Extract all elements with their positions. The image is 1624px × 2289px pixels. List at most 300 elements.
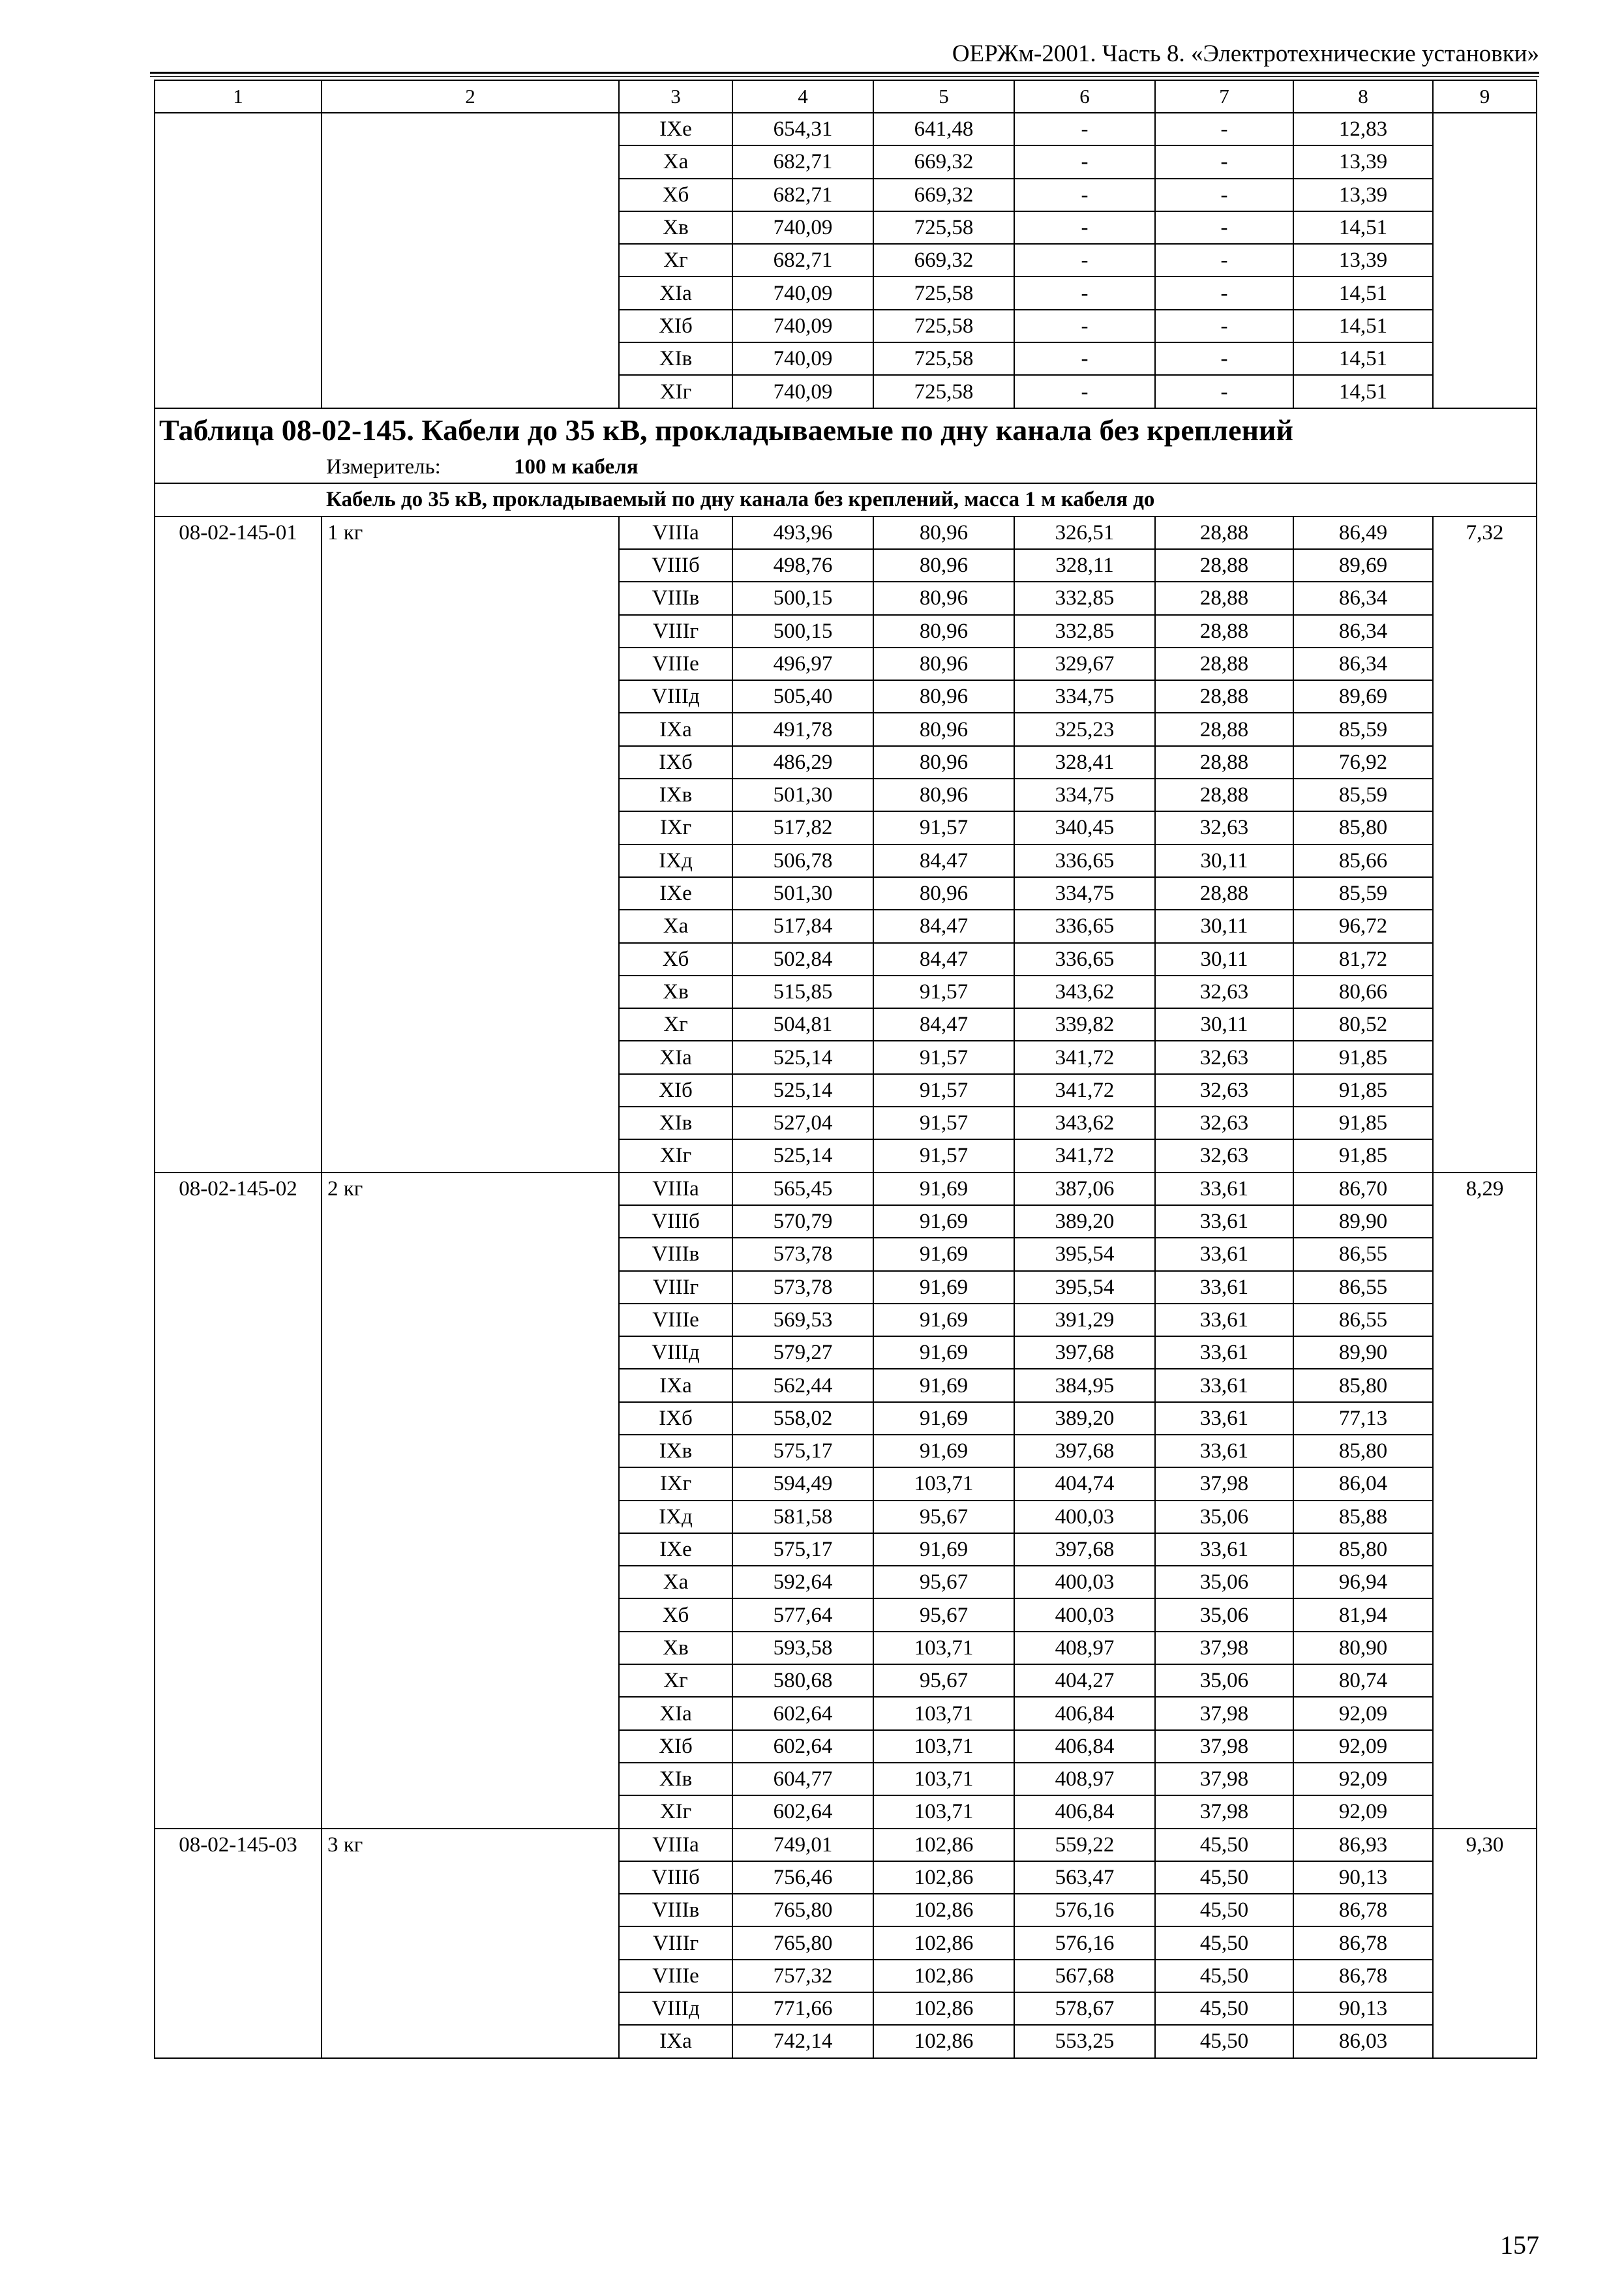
zone-cell: IXа [619,1369,732,1401]
value-cell: 527,04 [732,1107,873,1139]
table-title-row [155,408,1537,452]
value-cell: 740,09 [732,342,873,375]
value-cell: 32,63 [1155,1074,1293,1107]
value-cell: 725,58 [873,310,1014,342]
value-cell: 740,09 [732,211,873,244]
value-cell: 757,32 [732,1960,873,1992]
value-cell: 602,64 [732,1697,873,1729]
zone-cell: IXв [619,1435,732,1467]
zone-cell: XIб [619,1074,732,1107]
value-cell: 96,94 [1293,1566,1433,1598]
value-cell: 13,39 [1293,179,1433,211]
value-cell: 85,80 [1293,811,1433,844]
value-cell: 91,69 [873,1336,1014,1369]
value-cell: 37,98 [1155,1763,1293,1795]
value-cell: 80,96 [873,549,1014,582]
zone-cell: VIIIв [619,1238,732,1270]
col9-cell: 9,30 [1433,1829,1537,2058]
value-cell: 725,58 [873,342,1014,375]
value-cell: 86,03 [1293,2025,1433,2057]
value-cell: 32,63 [1155,811,1293,844]
page-header: ОЕРЖм-2001. Часть 8. «Электротехнические установки» [952,40,1539,67]
table-row [155,113,1537,145]
value-cell: 91,57 [873,976,1014,1008]
zone-cell: VIIIд [619,680,732,713]
value-cell: 86,78 [1293,1926,1433,1959]
value-cell: 602,64 [732,1795,873,1828]
value-cell: 576,16 [1014,1894,1155,1926]
value-cell: 749,01 [732,1829,873,1861]
code-cell: 08-02-145-01 [155,516,322,1173]
value-cell: 669,32 [873,145,1014,178]
value-cell: 341,72 [1014,1041,1155,1073]
value-cell: 553,25 [1014,2025,1155,2057]
zone-cell: VIIIб [619,1861,732,1894]
value-cell: 332,85 [1014,582,1155,614]
value-cell: 102,86 [873,1861,1014,1894]
value-cell: 500,15 [732,582,873,614]
value-cell: 103,71 [873,1467,1014,1500]
value-cell: 91,57 [873,811,1014,844]
zone-cell: VIIIб [619,549,732,582]
value-cell: 85,88 [1293,1501,1433,1533]
value-cell: 14,51 [1293,277,1433,309]
value-cell: 28,88 [1155,648,1293,680]
zone-cell: IXб [619,746,732,779]
value-cell: 334,75 [1014,877,1155,910]
value-cell: 336,65 [1014,910,1155,942]
value-cell: 85,59 [1293,713,1433,745]
value-cell: 593,58 [732,1632,873,1664]
table-title: Таблица 08-02-145. Кабели до 35 кВ, прокладываемые по дну канала без креплений [155,408,1537,452]
zone-cell: XIв [619,342,732,375]
value-cell: 95,67 [873,1501,1014,1533]
zone-cell: Xа [619,910,732,942]
value-cell: 14,51 [1293,342,1433,375]
value-cell: 35,06 [1155,1501,1293,1533]
value-cell: 575,17 [732,1435,873,1467]
col9-cell-empty [1433,113,1537,408]
value-cell: - [1014,179,1155,211]
value-cell: 742,14 [732,2025,873,2057]
value-cell: 32,63 [1155,1139,1293,1172]
zone-cell: IXа [619,2025,732,2057]
col9-cell: 8,29 [1433,1173,1537,1829]
value-cell: 400,03 [1014,1501,1155,1533]
value-cell: 32,63 [1155,1041,1293,1073]
value-cell: 80,74 [1293,1664,1433,1697]
value-cell: 45,50 [1155,1960,1293,1992]
value-cell: 602,64 [732,1730,873,1763]
zone-cell: Xв [619,976,732,1008]
zone-cell: VIIIв [619,582,732,614]
value-cell: 80,96 [873,516,1014,549]
value-cell: 92,09 [1293,1795,1433,1828]
value-cell: 517,82 [732,811,873,844]
value-cell: - [1155,310,1293,342]
header-rule-thin [150,76,1539,77]
value-cell: 89,69 [1293,549,1433,582]
value-cell: 35,06 [1155,1566,1293,1598]
zone-cell: Xв [619,1632,732,1664]
value-cell: 669,32 [873,179,1014,211]
value-cell: 506,78 [732,845,873,877]
zone-cell: XIг [619,1795,732,1828]
value-cell: 496,97 [732,648,873,680]
zone-cell: VIIIд [619,1336,732,1369]
zone-cell: VIIIе [619,1304,732,1336]
value-cell: - [1155,113,1293,145]
zone-cell: Xв [619,211,732,244]
zone-cell: XIг [619,1139,732,1172]
value-cell: 28,88 [1155,713,1293,745]
value-cell: 86,55 [1293,1238,1433,1270]
value-cell: 577,64 [732,1598,873,1631]
rates-table [154,80,1537,2059]
column-number: 9 [1433,80,1537,113]
value-cell: 30,11 [1155,1008,1293,1041]
value-cell: - [1014,244,1155,277]
value-cell: 32,63 [1155,976,1293,1008]
value-cell: 91,85 [1293,1139,1433,1172]
zone-cell: Xг [619,1664,732,1697]
value-cell: 80,96 [873,582,1014,614]
value-cell: - [1014,342,1155,375]
value-cell: 765,80 [732,1894,873,1926]
zone-cell: IXе [619,1533,732,1566]
value-cell: 81,94 [1293,1598,1433,1631]
value-cell: 91,69 [873,1369,1014,1401]
value-cell: 28,88 [1155,680,1293,713]
zone-cell: IXд [619,1501,732,1533]
value-cell: 95,67 [873,1598,1014,1631]
value-cell: 404,74 [1014,1467,1155,1500]
value-cell: 28,88 [1155,582,1293,614]
value-cell: 103,71 [873,1795,1014,1828]
value-cell: 86,34 [1293,582,1433,614]
value-cell: 740,09 [732,310,873,342]
value-cell: 86,49 [1293,516,1433,549]
value-cell: 573,78 [732,1238,873,1270]
zone-cell: XIа [619,1041,732,1073]
value-cell: 14,51 [1293,211,1433,244]
zone-cell: Xб [619,1598,732,1631]
value-cell: 565,45 [732,1173,873,1205]
value-cell: 37,98 [1155,1467,1293,1500]
value-cell: 85,59 [1293,877,1433,910]
value-cell: 90,13 [1293,1992,1433,2025]
value-cell: 756,46 [732,1861,873,1894]
value-cell: 406,84 [1014,1730,1155,1763]
value-cell: 559,22 [1014,1829,1155,1861]
value-cell: 91,69 [873,1435,1014,1467]
value-cell: 76,92 [1293,746,1433,779]
value-cell: 575,17 [732,1533,873,1566]
column-number: 1 [155,80,322,113]
zone-cell: XIб [619,1730,732,1763]
value-cell: 740,09 [732,375,873,408]
value-cell: 12,83 [1293,113,1433,145]
value-cell: 81,72 [1293,943,1433,976]
zone-cell: IXб [619,1402,732,1435]
value-cell: 37,98 [1155,1632,1293,1664]
value-cell: 336,65 [1014,845,1155,877]
value-cell: 570,79 [732,1205,873,1238]
zone-cell: VIIIб [619,1205,732,1238]
value-cell: 14,51 [1293,310,1433,342]
value-cell: 28,88 [1155,779,1293,811]
value-cell: - [1014,145,1155,178]
value-cell: - [1014,277,1155,309]
value-cell: 525,14 [732,1041,873,1073]
value-cell: 491,78 [732,713,873,745]
table-row [155,1829,1537,1861]
value-cell: 96,72 [1293,910,1433,942]
zone-cell: VIIIа [619,1829,732,1861]
zone-cell: IXе [619,113,732,145]
value-cell: 328,11 [1014,549,1155,582]
zone-cell: IXг [619,1467,732,1500]
value-cell: 28,88 [1155,516,1293,549]
header-rule [150,72,1539,74]
value-cell: 592,64 [732,1566,873,1598]
value-cell: 500,15 [732,615,873,648]
value-cell: 334,75 [1014,680,1155,713]
column-number: 7 [1155,80,1293,113]
value-cell: 505,40 [732,680,873,713]
value-cell: 13,39 [1293,244,1433,277]
value-cell: 580,68 [732,1664,873,1697]
value-cell: 397,68 [1014,1435,1155,1467]
column-number: 4 [732,80,873,113]
value-cell: 95,67 [873,1566,1014,1598]
value-cell: - [1155,179,1293,211]
value-cell: 45,50 [1155,1992,1293,2025]
value-cell: 641,48 [873,113,1014,145]
zone-cell: IXг [619,811,732,844]
value-cell: 103,71 [873,1763,1014,1795]
value-cell: 400,03 [1014,1598,1155,1631]
value-cell: 37,98 [1155,1730,1293,1763]
value-cell: 37,98 [1155,1795,1293,1828]
zone-cell: XIб [619,310,732,342]
value-cell: 80,96 [873,615,1014,648]
name-cell: 2 кг [322,1173,619,1829]
value-cell: 33,61 [1155,1271,1293,1304]
value-cell: 86,78 [1293,1894,1433,1926]
value-cell: 725,58 [873,211,1014,244]
column-number: 2 [322,80,619,113]
value-cell: 91,69 [873,1238,1014,1270]
value-cell: 80,96 [873,713,1014,745]
code-cell: 08-02-145-02 [155,1173,322,1829]
value-cell: - [1155,277,1293,309]
value-cell: 28,88 [1155,615,1293,648]
value-cell: 86,55 [1293,1271,1433,1304]
value-cell: - [1155,145,1293,178]
column-number: 3 [619,80,732,113]
value-cell: 86,78 [1293,1960,1433,1992]
value-cell: - [1014,113,1155,145]
value-cell: 86,93 [1293,1829,1433,1861]
value-cell: 341,72 [1014,1074,1155,1107]
value-cell: 654,31 [732,113,873,145]
value-cell: 89,90 [1293,1205,1433,1238]
value-cell: 28,88 [1155,549,1293,582]
value-cell: 408,97 [1014,1632,1155,1664]
value-cell: 397,68 [1014,1533,1155,1566]
value-cell: 682,71 [732,145,873,178]
value-cell: 91,57 [873,1074,1014,1107]
value-cell: 558,02 [732,1402,873,1435]
value-cell: 395,54 [1014,1238,1155,1270]
value-cell: 45,50 [1155,1894,1293,1926]
value-cell: 80,96 [873,680,1014,713]
value-cell: 89,69 [1293,680,1433,713]
zone-cell: Xг [619,244,732,277]
zone-cell: Xб [619,179,732,211]
zone-cell: IXа [619,713,732,745]
value-cell: 406,84 [1014,1795,1155,1828]
value-cell: 502,84 [732,943,873,976]
value-cell: 501,30 [732,877,873,910]
value-cell: 84,47 [873,845,1014,877]
column-number: 5 [873,80,1014,113]
value-cell: 91,85 [1293,1041,1433,1073]
value-cell: 86,70 [1293,1173,1433,1205]
value-cell: 567,68 [1014,1960,1155,1992]
value-cell: 400,03 [1014,1566,1155,1598]
table-row [155,1173,1537,1205]
code-cell-empty [155,113,322,408]
value-cell: 771,66 [732,1992,873,2025]
value-cell: 85,80 [1293,1369,1433,1401]
value-cell: 84,47 [873,943,1014,976]
name-cell-empty [322,113,619,408]
zone-cell: VIIIа [619,516,732,549]
value-cell: 89,90 [1293,1336,1433,1369]
section-description: Кабель до 35 кВ, прокладываемый по дну канала без креплений, масса 1 м кабеля до [155,483,1537,516]
value-cell: 682,71 [732,179,873,211]
value-cell: 14,51 [1293,375,1433,408]
value-cell: 33,61 [1155,1205,1293,1238]
value-cell: 91,69 [873,1173,1014,1205]
value-cell: 387,06 [1014,1173,1155,1205]
value-cell: 33,61 [1155,1369,1293,1401]
column-number: 8 [1293,80,1433,113]
value-cell: 325,23 [1014,713,1155,745]
value-cell: 45,50 [1155,1926,1293,1959]
value-cell: 91,85 [1293,1107,1433,1139]
value-cell: - [1155,342,1293,375]
value-cell: 578,67 [1014,1992,1155,2025]
value-cell: 725,58 [873,277,1014,309]
value-cell: 91,69 [873,1533,1014,1566]
zone-cell: XIг [619,375,732,408]
code-cell: 08-02-145-03 [155,1829,322,2058]
value-cell: 28,88 [1155,746,1293,779]
value-cell: 336,65 [1014,943,1155,976]
value-cell: - [1155,375,1293,408]
zone-cell: Xа [619,1566,732,1598]
value-cell: 80,52 [1293,1008,1433,1041]
value-cell: 328,41 [1014,746,1155,779]
value-cell: 45,50 [1155,1861,1293,1894]
value-cell: 334,75 [1014,779,1155,811]
value-cell: 35,06 [1155,1598,1293,1631]
value-cell: 725,58 [873,375,1014,408]
section-description-row [155,483,1537,516]
zone-cell: VIIIг [619,1926,732,1959]
value-cell: 30,11 [1155,943,1293,976]
value-cell: 102,86 [873,1926,1014,1959]
value-cell: 86,34 [1293,648,1433,680]
value-cell: 95,67 [873,1664,1014,1697]
value-cell: 397,68 [1014,1336,1155,1369]
value-cell: 91,69 [873,1402,1014,1435]
column-number: 6 [1014,80,1155,113]
value-cell: 340,45 [1014,811,1155,844]
value-cell: 594,49 [732,1467,873,1500]
value-cell: 102,86 [873,2025,1014,2057]
measure-row [155,452,1537,483]
value-cell: 80,96 [873,746,1014,779]
zone-cell: XIв [619,1107,732,1139]
value-cell: 339,82 [1014,1008,1155,1041]
zone-cell: VIIIв [619,1894,732,1926]
zone-cell: IXд [619,845,732,877]
value-cell: 343,62 [1014,976,1155,1008]
value-cell: 669,32 [873,244,1014,277]
value-cell: 91,69 [873,1271,1014,1304]
value-cell: - [1014,211,1155,244]
column-number-row [155,80,1537,113]
value-cell: 515,85 [732,976,873,1008]
zone-cell: Xа [619,145,732,178]
value-cell: 329,67 [1014,648,1155,680]
value-cell: - [1014,375,1155,408]
col9-cell: 7,32 [1433,516,1537,1173]
value-cell: 92,09 [1293,1763,1433,1795]
value-cell: 102,86 [873,1894,1014,1926]
zone-cell: XIа [619,277,732,309]
value-cell: 33,61 [1155,1402,1293,1435]
value-cell: 563,47 [1014,1861,1155,1894]
value-cell: 91,69 [873,1205,1014,1238]
value-cell: 91,85 [1293,1074,1433,1107]
value-cell: 80,96 [873,779,1014,811]
value-cell: 493,96 [732,516,873,549]
measure-value: 100 м кабеля [514,455,639,479]
value-cell: 86,34 [1293,615,1433,648]
value-cell: 33,61 [1155,1435,1293,1467]
value-cell: 389,20 [1014,1402,1155,1435]
value-cell: 395,54 [1014,1271,1155,1304]
measure-label: Измеритель: [326,455,441,479]
value-cell: 84,47 [873,910,1014,942]
zone-cell: XIа [619,1697,732,1729]
zone-cell: VIIIд [619,1992,732,2025]
value-cell: 389,20 [1014,1205,1155,1238]
value-cell: - [1014,310,1155,342]
value-cell: 45,50 [1155,2025,1293,2057]
value-cell: 30,11 [1155,845,1293,877]
value-cell: 85,59 [1293,779,1433,811]
zone-cell: IXв [619,779,732,811]
value-cell: 501,30 [732,779,873,811]
table-row [155,516,1537,549]
value-cell: 102,86 [873,1829,1014,1861]
